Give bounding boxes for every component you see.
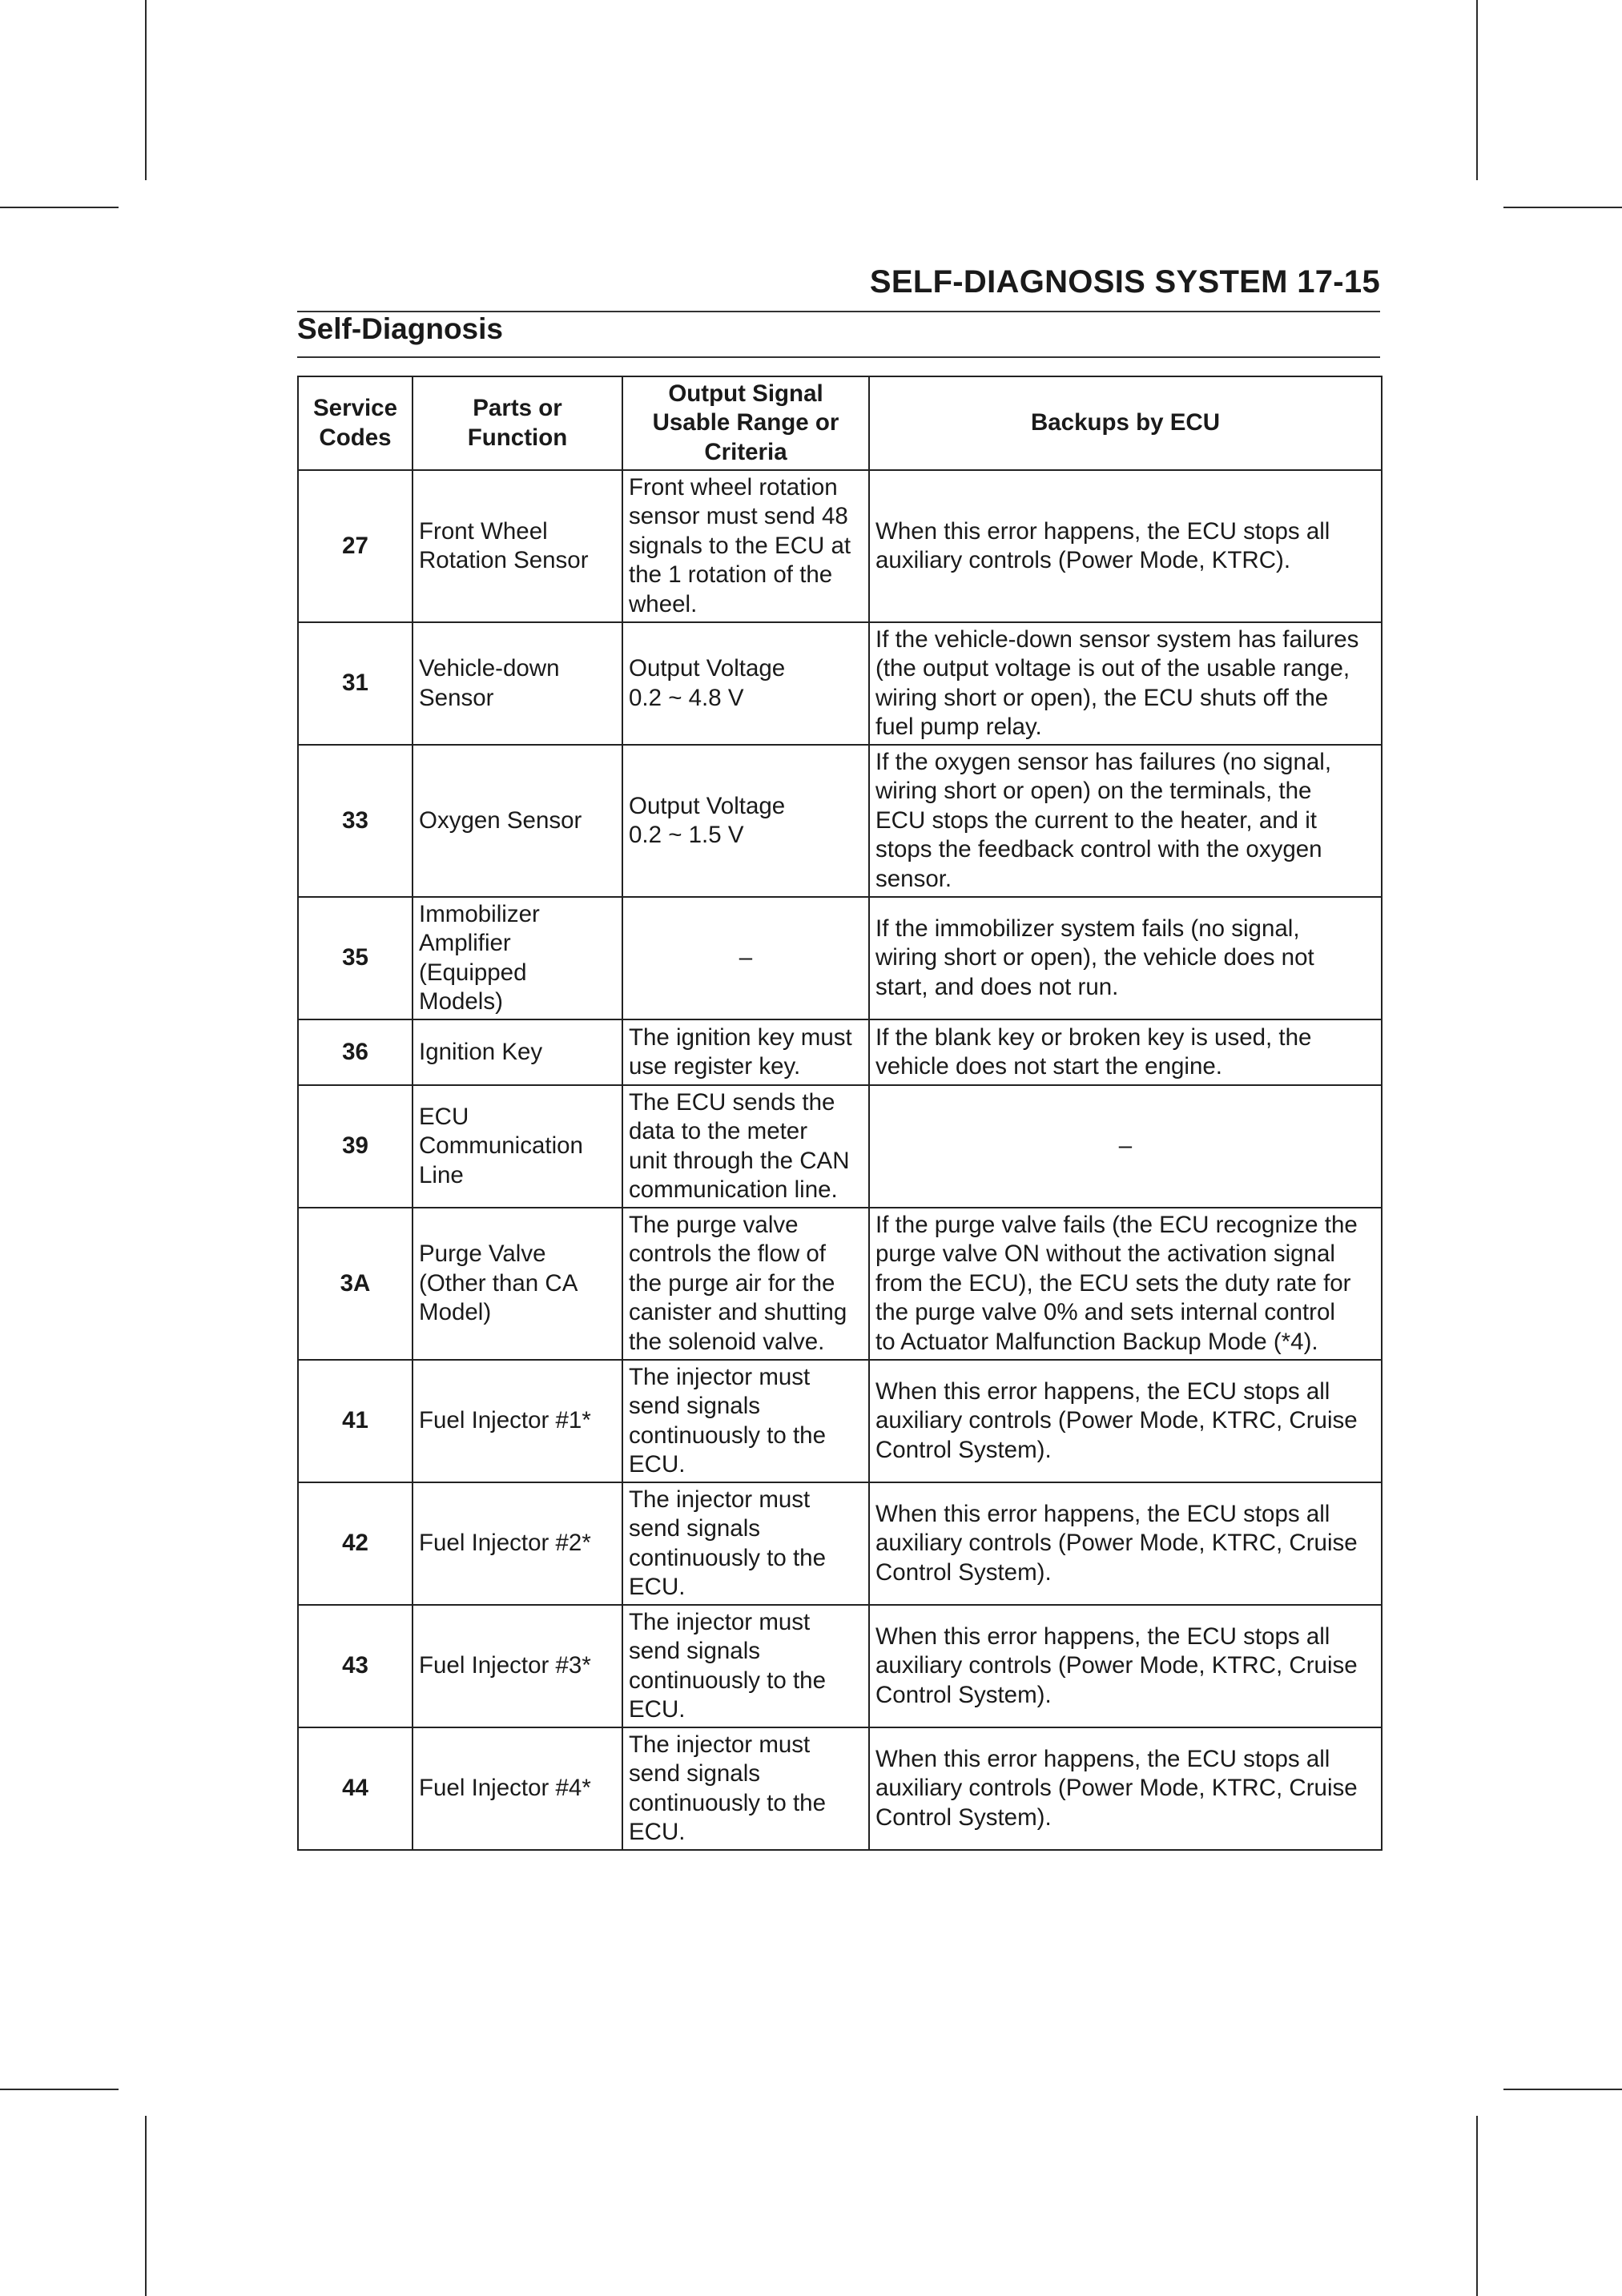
crop-mark [0, 2089, 119, 2090]
service-code-cell: 33 [298, 745, 413, 897]
part-cell: Front Wheel Rotation Sensor [413, 470, 622, 622]
backup-cell: – [869, 1085, 1382, 1208]
output-cell: Front wheel rotation sensor must send 48 signals to the ECU at the 1 rotation of the wheel. [622, 470, 869, 622]
backup-cell: If the immobilizer system fails (no signal, wiring short or open), the vehicle does not start, and does not run. [869, 897, 1382, 1019]
output-cell: Output Voltage 0.2 ~ 1.5 V [622, 745, 869, 897]
backup-cell: If the purge valve fails (the ECU recognize the purge valve ON without the activation signal from the ECU), the ECU sets the duty rate for the purge valve 0% and sets internal control to Actuator Malfunction Backup Mode (*4). [869, 1208, 1382, 1360]
part-cell: ECU Communication Line [413, 1085, 622, 1208]
crop-mark [1503, 207, 1622, 208]
output-cell: The injector must send signals continuously to the ECU. [622, 1482, 869, 1605]
header-output-signal: Output Signal Usable Range or Criteria [622, 376, 869, 470]
section-rule [297, 356, 1380, 358]
table-row [298, 1085, 1382, 1208]
header-backups-by-ecu: Backups by ECU [869, 376, 1382, 470]
part-cell: Vehicle-down Sensor [413, 622, 622, 745]
table-header-row [298, 376, 1382, 470]
backup-cell: When this error happens, the ECU stops all auxiliary controls (Power Mode, KTRC, Cruise Control System). [869, 1605, 1382, 1727]
backup-cell: When this error happens, the ECU stops all auxiliary controls (Power Mode, KTRC, Cruise Control System). [869, 1727, 1382, 1850]
header-service-codes: Service Codes [298, 376, 413, 470]
service-code-cell: 3A [298, 1208, 413, 1360]
part-cell: Immobilizer Amplifier (Equipped Models) [413, 897, 622, 1019]
table-row [298, 1727, 1382, 1850]
table-row [298, 1019, 1382, 1085]
output-cell: The purge valve controls the flow of the purge air for the canister and shutting the solenoid valve. [622, 1208, 869, 1360]
service-code-cell: 31 [298, 622, 413, 745]
service-code-cell: 39 [298, 1085, 413, 1208]
part-cell: Fuel Injector #4* [413, 1727, 622, 1850]
part-cell: Purge Valve (Other than CA Model) [413, 1208, 622, 1360]
backup-cell: When this error happens, the ECU stops all auxiliary controls (Power Mode, KTRC). [869, 470, 1382, 622]
table-row [298, 1605, 1382, 1727]
crop-mark [1476, 0, 1478, 180]
service-code-cell: 44 [298, 1727, 413, 1850]
table-row [298, 1360, 1382, 1482]
service-code-cell: 43 [298, 1605, 413, 1727]
service-code-cell: 35 [298, 897, 413, 1019]
table-row [298, 745, 1382, 897]
backup-cell: If the vehicle-down sensor system has failures (the output voltage is out of the usable range, wiring short or open), the ECU shuts off the fuel pump relay. [869, 622, 1382, 745]
output-cell: Output Voltage 0.2 ~ 4.8 V [622, 622, 869, 745]
service-code-table [297, 376, 1383, 1851]
output-cell: The injector must send signals continuously to the ECU. [622, 1605, 869, 1727]
backup-cell: When this error happens, the ECU stops all auxiliary controls (Power Mode, KTRC, Cruise Control System). [869, 1360, 1382, 1482]
service-code-cell: 42 [298, 1482, 413, 1605]
service-code-cell: 27 [298, 470, 413, 622]
service-code-cell: 41 [298, 1360, 413, 1482]
output-cell: – [622, 897, 869, 1019]
part-cell: Fuel Injector #3* [413, 1605, 622, 1727]
section-title: Self-Diagnosis [297, 312, 503, 345]
backup-cell: When this error happens, the ECU stops all auxiliary controls (Power Mode, KTRC, Cruise Control System). [869, 1482, 1382, 1605]
crop-mark [145, 2116, 147, 2296]
backup-cell: If the blank key or broken key is used, the vehicle does not start the engine. [869, 1019, 1382, 1085]
table-row [298, 897, 1382, 1019]
part-cell: Oxygen Sensor [413, 745, 622, 897]
part-cell: Fuel Injector #1* [413, 1360, 622, 1482]
table-row [298, 1482, 1382, 1605]
output-cell: The injector must send signals continuously to the ECU. [622, 1727, 869, 1850]
part-cell: Fuel Injector #2* [413, 1482, 622, 1605]
crop-mark [1503, 2089, 1622, 2090]
page-header-title: SELF-DIAGNOSIS SYSTEM 17-15 [869, 264, 1380, 300]
crop-mark [1476, 2116, 1478, 2296]
output-cell: The ignition key must use register key. [622, 1019, 869, 1085]
backup-cell: If the oxygen sensor has failures (no signal, wiring short or open) on the terminals, the ECU stops the current to the heater, and it stops the feedback control with the oxygen sensor. [869, 745, 1382, 897]
part-cell: Ignition Key [413, 1019, 622, 1085]
crop-mark [145, 0, 147, 180]
table-row [298, 1208, 1382, 1360]
output-cell: The injector must send signals continuously to the ECU. [622, 1360, 869, 1482]
table-row [298, 470, 1382, 622]
header-parts-function: Parts or Function [413, 376, 622, 470]
output-cell: The ECU sends the data to the meter unit through the CAN communication line. [622, 1085, 869, 1208]
crop-mark [0, 207, 119, 208]
table-row [298, 622, 1382, 745]
service-code-cell: 36 [298, 1019, 413, 1085]
